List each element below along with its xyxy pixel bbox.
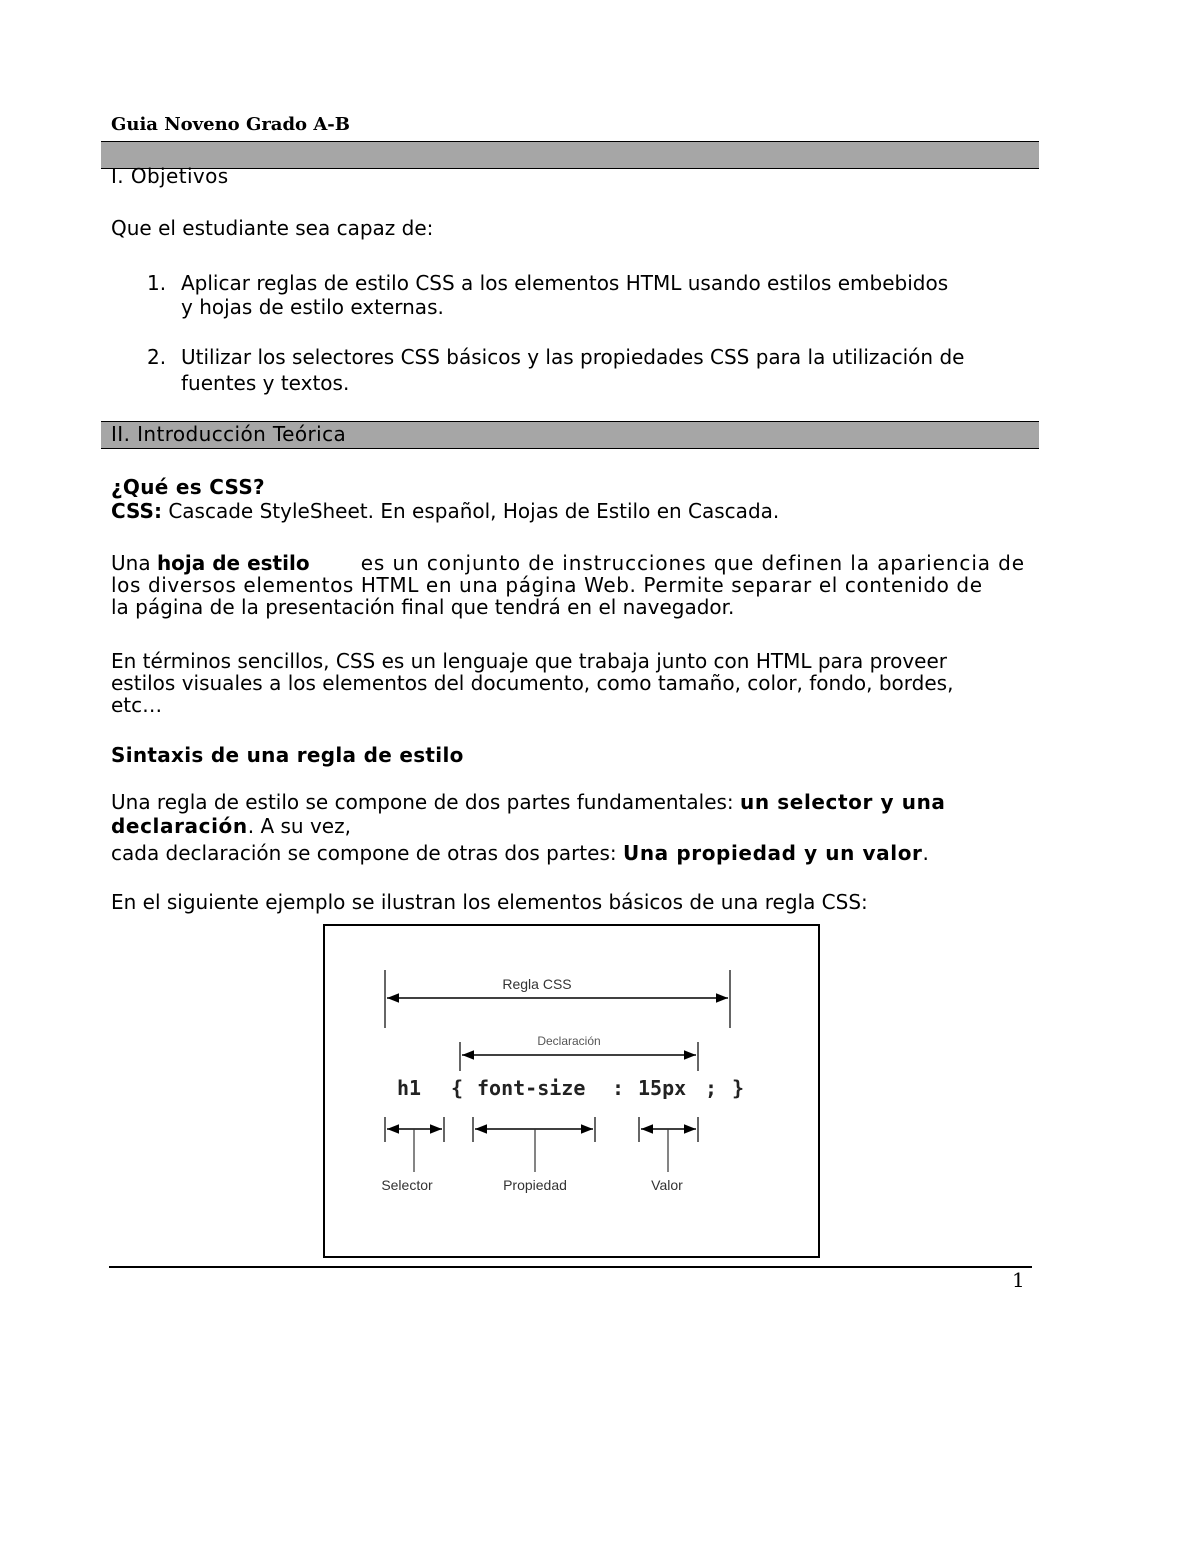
code-colon: : bbox=[612, 1076, 625, 1100]
what-is-css-question: ¿Qué es CSS? bbox=[111, 475, 265, 499]
text-span: . A su vez, bbox=[247, 814, 351, 838]
text-span: es un conjunto de instrucciones que definen la apariencia de bbox=[360, 551, 1025, 575]
list-item-line: y hojas de estilo externas. bbox=[181, 295, 444, 319]
text-span: Una bbox=[111, 551, 151, 575]
propiedad-label: Propiedad bbox=[503, 1177, 567, 1193]
list-item-line: Aplicar reglas de estilo CSS a los elementos HTML usando estilos embebidos bbox=[181, 271, 949, 295]
section-heading-objetivos: I. Objetivos bbox=[111, 164, 229, 188]
section-heading-introduccion: II. Introducción Teórica bbox=[111, 422, 347, 446]
code-open-brace: { bbox=[451, 1076, 464, 1100]
bold-term: un selector y una bbox=[740, 790, 946, 814]
list-item bbox=[181, 271, 1041, 319]
paragraph-terminos bbox=[111, 650, 1025, 716]
selector-label: Selector bbox=[381, 1177, 433, 1193]
paragraph-line: En términos sencillos, CSS es un lenguaje que trabaja junto con HTML para proveer bbox=[111, 649, 948, 673]
paragraph-syntax bbox=[111, 790, 1025, 865]
css-label: CSS: bbox=[111, 499, 162, 523]
css-rule-diagram bbox=[323, 924, 820, 1258]
list-item-number: 1. bbox=[147, 271, 167, 295]
paragraph-line bbox=[111, 552, 1025, 574]
syntax-heading: Sintaxis de una regla de estilo bbox=[111, 743, 464, 767]
bold-term: declaración bbox=[111, 814, 248, 838]
document-header-title: Guia Noveno Grado A-B bbox=[111, 114, 350, 135]
css-code-line bbox=[397, 1076, 744, 1100]
code-property: font-size bbox=[477, 1076, 586, 1100]
code-value: 15px bbox=[638, 1076, 687, 1100]
regla-css-label: Regla CSS bbox=[502, 976, 572, 992]
paragraph-line bbox=[111, 790, 1025, 814]
code-close-brace: } bbox=[732, 1076, 745, 1100]
paragraph-line bbox=[111, 814, 1025, 838]
css-definition bbox=[111, 500, 779, 522]
list-item bbox=[181, 345, 1041, 395]
text-span: . bbox=[922, 841, 929, 865]
footer-rule bbox=[109, 1266, 1032, 1268]
code-semicolon: ; bbox=[705, 1076, 718, 1100]
text-span: cada declaración se compone de otras dos partes: bbox=[111, 841, 623, 865]
css-definition-text: Cascade StyleSheet. En español, Hojas de Estilo en Cascada. bbox=[168, 499, 780, 523]
section-bar-objetivos bbox=[101, 141, 1039, 169]
paragraph-line bbox=[111, 841, 1025, 865]
bold-term: hoja de estilo bbox=[156, 551, 310, 575]
paragraph-line: etc… bbox=[111, 693, 163, 717]
paragraph-line: los diversos elementos HTML en una página Web. Permite separar el contenido de bbox=[111, 573, 983, 597]
list-item-number: 2. bbox=[147, 345, 167, 369]
example-intro: En el siguiente ejemplo se ilustran los elementos básicos de una regla CSS: bbox=[111, 890, 868, 914]
css-rule-diagram-svg bbox=[325, 926, 818, 1256]
list-item-line: Utilizar los selectores CSS básicos y las propiedades CSS para la utilización de bbox=[181, 345, 965, 369]
paragraph-line: estilos visuales a los elementos del documento, como tamaño, color, fondo, bordes, bbox=[111, 671, 954, 695]
paragraph-line: la página de la presentación final que tendrá en el navegador. bbox=[111, 595, 735, 619]
valor-label: Valor bbox=[651, 1177, 683, 1193]
code-selector: h1 bbox=[397, 1076, 422, 1100]
paragraph-hoja-de-estilo bbox=[111, 552, 1025, 618]
objetivos-intro: Que el estudiante sea capaz de: bbox=[111, 216, 434, 240]
list-item-line: fuentes y textos. bbox=[181, 371, 350, 395]
text-span: Una regla de estilo se compone de dos partes fundamentales: bbox=[111, 790, 741, 814]
page-number: 1 bbox=[1012, 1268, 1025, 1292]
bold-term: Una propiedad y un valor bbox=[622, 841, 923, 865]
declaracion-label: Declaración bbox=[537, 1034, 601, 1048]
